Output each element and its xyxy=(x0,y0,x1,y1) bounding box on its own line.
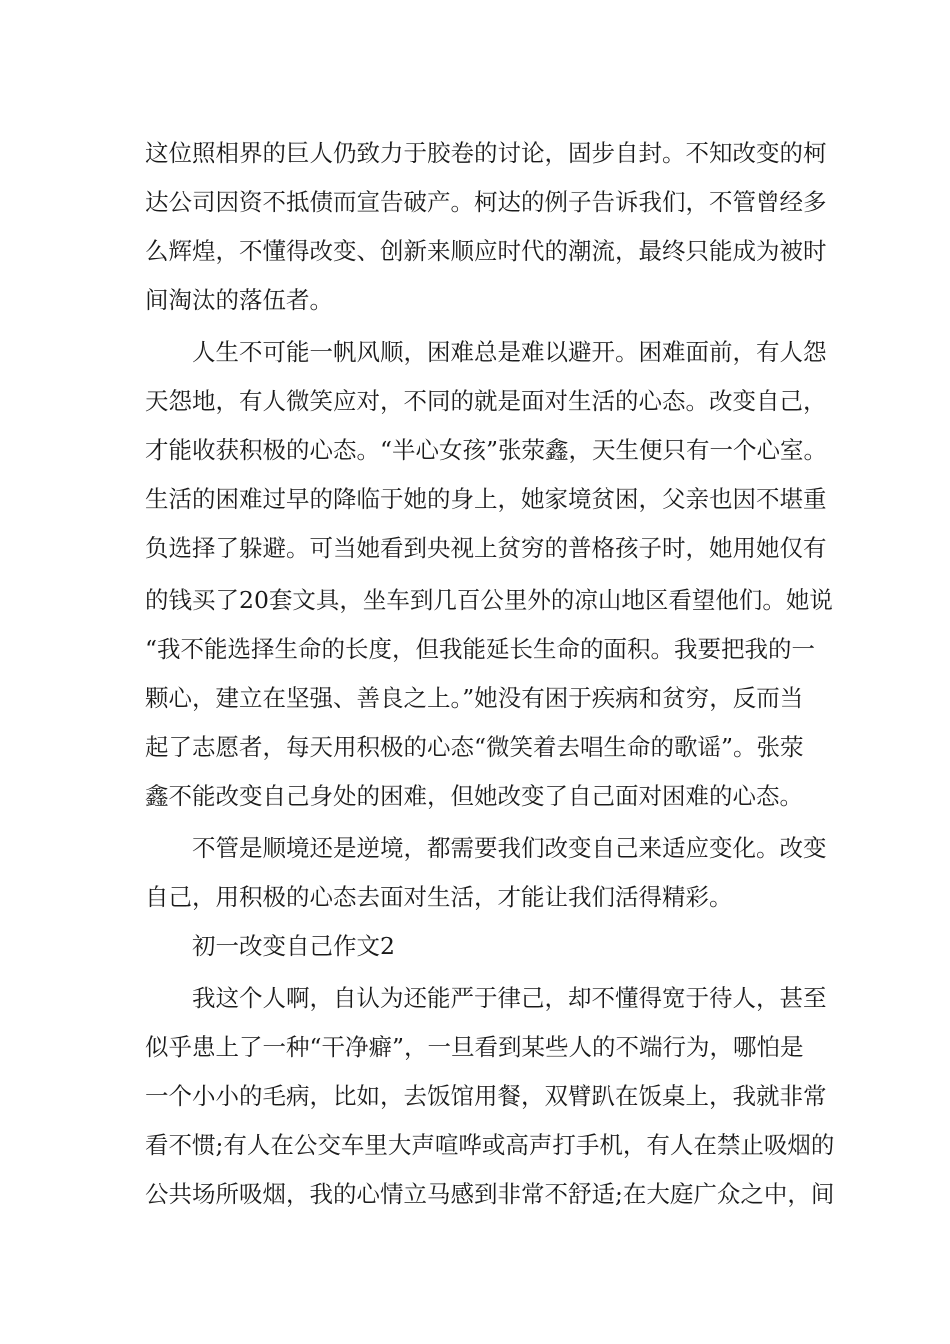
text-line: 达公司因资不抵债而宣告破产。柯达的例子告诉我们，不管曾经多 xyxy=(145,188,827,216)
text-line: 间淘汰的落伍者。 xyxy=(145,286,333,314)
text-line: “我不能选择生命的长度，但我能延长生命的面积。我要把我的一 xyxy=(145,635,816,663)
text-line: 看不惯;有人在公交车里大声喧哗或高声打手机，有人在禁止吸烟的 xyxy=(145,1131,835,1159)
section-heading: 初一改变自己作文2 xyxy=(192,932,395,960)
text-line: 才能收获积极的心态。“半心女孩”张荥鑫，天生便只有一个心室。 xyxy=(145,436,828,464)
text-line: 生活的困难过早的降临于她的身上，她家境贫困，父亲也因不堪重 xyxy=(145,485,827,513)
text-line: 自己，用积极的心态去面对生活，才能让我们活得精彩。 xyxy=(145,883,733,911)
text-line: 这位照相界的巨人仍致力于胶卷的讨论，固步自封。不知改变的柯 xyxy=(145,139,827,167)
text-line: 负选择了躲避。可当她看到央视上贫穷的普格孩子时，她用她仅有 xyxy=(145,534,827,562)
paragraph-first-line: 不管是顺境还是逆境，都需要我们改变自己来适应变化。改变 xyxy=(192,834,827,862)
text-line: 么辉煌，不懂得改变、创新来顺应时代的潮流，最终只能成为被时 xyxy=(145,237,827,265)
text-line: 天怨地，有人微笑应对，不同的就是面对生活的心态。改变自己， xyxy=(145,387,827,415)
text-line: 一个小小的毛病，比如，去饭馆用餐，双臂趴在饭桌上，我就非常 xyxy=(145,1082,827,1110)
text-line: 似乎患上了一种“干净癖”，一旦看到某些人的不端行为，哪怕是 xyxy=(145,1033,804,1061)
paragraph-first-line: 我这个人啊，自认为还能严于律己，却不懂得宽于待人，甚至 xyxy=(192,984,827,1012)
text-line: 公共场所吸烟，我的心情立马感到非常不舒适;在大庭广众之中，间 xyxy=(145,1180,835,1208)
text-line: 颗心，建立在坚强、善良之上。”她没有困于疾病和贫穷，反而当 xyxy=(145,684,804,712)
text-line: 鑫不能改变自己身处的困难，但她改变了自己面对困难的心态。 xyxy=(145,782,803,810)
text-line: 的钱买了20套文具，坐车到几百公里外的凉山地区看望他们。她说 xyxy=(145,586,833,614)
text-line: 起了志愿者，每天用积极的心态“微笑着去唱生命的歌谣”。张荥 xyxy=(145,733,804,761)
paragraph-first-line: 人生不可能一帆风顺，困难总是难以避开。困难面前，有人怨 xyxy=(192,338,827,366)
